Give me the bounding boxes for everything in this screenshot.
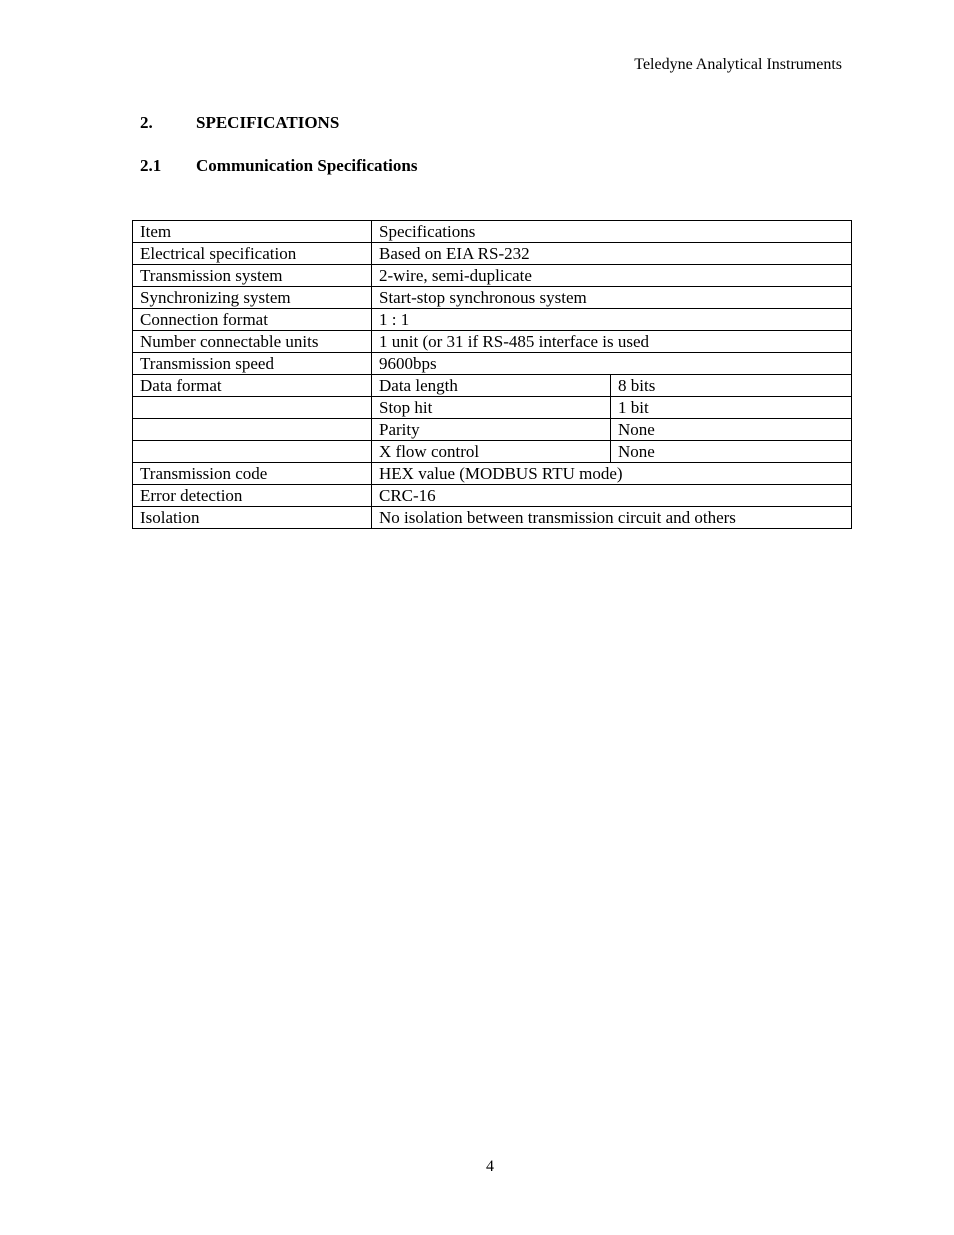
item-cell: Data format <box>133 375 372 397</box>
subsection-heading <box>140 156 417 176</box>
value-cell: None <box>611 419 852 441</box>
item-cell: Synchronizing system <box>133 287 372 309</box>
table-row <box>133 287 852 309</box>
spec-cell: 1 : 1 <box>372 309 852 331</box>
item-cell: Number connectable units <box>133 331 372 353</box>
value-cell: None <box>611 441 852 463</box>
header-cell-spec: Specifications <box>372 221 852 243</box>
subsection-number: 2.1 <box>140 156 162 175</box>
param-cell: X flow control <box>372 441 611 463</box>
table-row <box>133 463 852 485</box>
table-row <box>133 243 852 265</box>
running-header: Teledyne Analytical Instruments <box>634 56 842 73</box>
table-row <box>133 309 852 331</box>
section-title: SPECIFICATIONS <box>196 113 340 132</box>
param-cell: Parity <box>372 419 611 441</box>
spec-cell: Based on EIA RS-232 <box>372 243 852 265</box>
table-row <box>133 419 852 441</box>
table-row <box>133 265 852 287</box>
spec-cell: CRC-16 <box>372 485 852 507</box>
table-row <box>133 441 852 463</box>
item-cell-empty <box>133 441 372 463</box>
item-cell: Connection format <box>133 309 372 331</box>
value-cell: 8 bits <box>611 375 852 397</box>
spec-cell: No isolation between transmission circuit and others <box>372 507 852 529</box>
item-cell-empty <box>133 419 372 441</box>
subsection-title: Communication Specifications <box>196 156 418 175</box>
table-row <box>133 397 852 419</box>
spec-cell: 2-wire, semi-duplicate <box>372 265 852 287</box>
header-cell-item: Item <box>133 221 372 243</box>
table-row <box>133 353 852 375</box>
page-number: 4 <box>486 1158 494 1175</box>
section-heading <box>140 113 339 133</box>
item-cell: Isolation <box>133 507 372 529</box>
item-cell: Transmission speed <box>133 353 372 375</box>
table-row <box>133 485 852 507</box>
table-header-row <box>133 221 852 243</box>
param-cell: Data length <box>372 375 611 397</box>
item-cell: Transmission system <box>133 265 372 287</box>
specifications-table <box>132 220 852 529</box>
table-row <box>133 375 852 397</box>
item-cell: Transmission code <box>133 463 372 485</box>
item-cell: Error detection <box>133 485 372 507</box>
value-cell: 1 bit <box>611 397 852 419</box>
spec-cell: 9600bps <box>372 353 852 375</box>
table-row <box>133 331 852 353</box>
spec-cell: Start-stop synchronous system <box>372 287 852 309</box>
section-number: 2. <box>140 113 153 132</box>
param-cell: Stop hit <box>372 397 611 419</box>
table-row <box>133 507 852 529</box>
spec-cell: 1 unit (or 31 if RS-485 interface is used <box>372 331 852 353</box>
item-cell-empty <box>133 397 372 419</box>
spec-cell: HEX value (MODBUS RTU mode) <box>372 463 852 485</box>
item-cell: Electrical specification <box>133 243 372 265</box>
